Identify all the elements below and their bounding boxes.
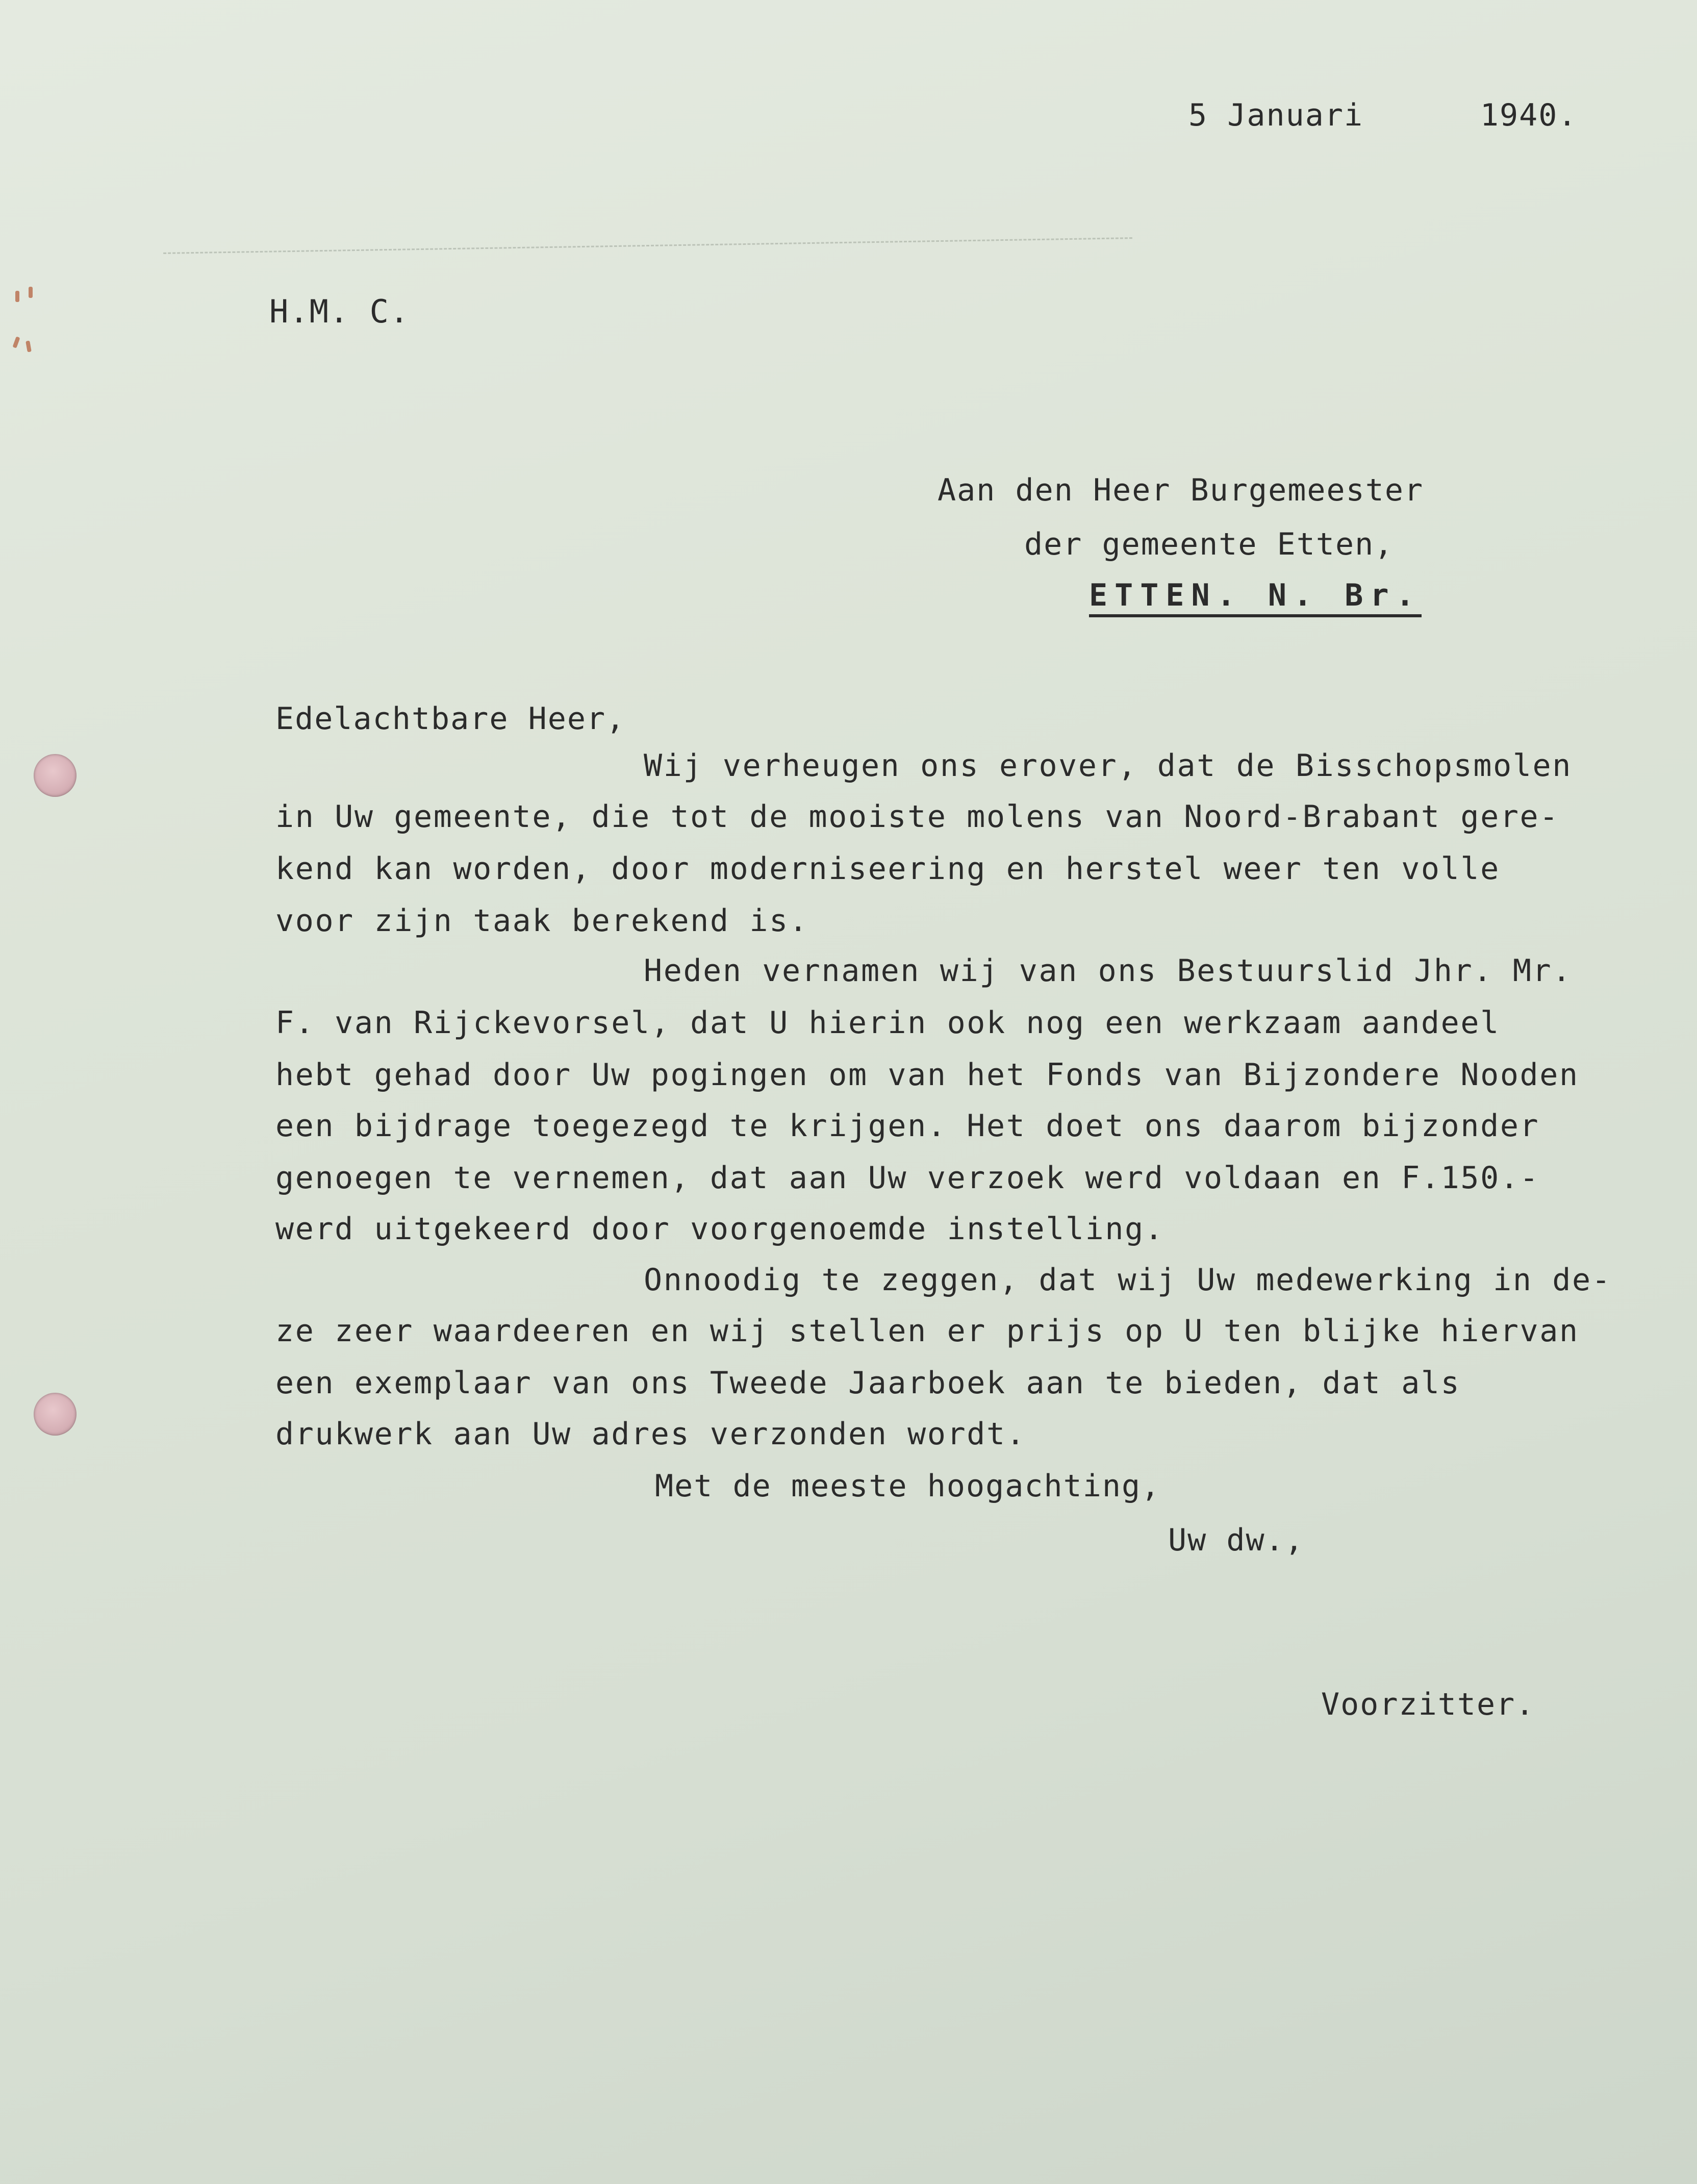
letter-reference: H.M. C. bbox=[269, 293, 410, 330]
body-line: Onnoodig te zeggen, dat wij Uw medewerking in de- bbox=[644, 1262, 1612, 1298]
address-line-2: der gemeente Etten, bbox=[1024, 526, 1394, 562]
body-line: Wij verheugen ons erover, dat de Bisschopsmolen bbox=[644, 748, 1572, 784]
closing-formula: Met de meeste hoogachting, bbox=[655, 1468, 1161, 1504]
margin-mark bbox=[26, 340, 32, 352]
body-line: ze zeer waardeeren en wij stellen er prijs op U ten blijke hiervan bbox=[275, 1313, 1579, 1349]
body-line: werd uitgekeerd door voorgenoemde instelling. bbox=[275, 1211, 1164, 1247]
margin-mark bbox=[29, 287, 33, 298]
body-line: kend kan worden, door moderniseering en herstel weer ten volle bbox=[275, 851, 1500, 887]
body-line: genoegen te vernemen, dat aan Uw verzoek werd voldaan en F.150.- bbox=[275, 1160, 1540, 1196]
signature-title: Voorzitter. bbox=[1321, 1687, 1535, 1722]
body-line: voor zijn taak berekend is. bbox=[275, 903, 809, 939]
fold-line bbox=[163, 237, 1132, 254]
body-line: hebt gehad door Uw pogingen om van het Fonds van Bijzondere Nooden bbox=[275, 1057, 1579, 1093]
punch-hole-top bbox=[34, 754, 77, 797]
body-line: een bijdrage toegezegd te krijgen. Het doet ons daarom bijzonder bbox=[275, 1108, 1540, 1144]
body-line: Heden vernamen wij van ons Bestuurslid Jhr. Mr. bbox=[644, 953, 1572, 989]
address-line-1: Aan den Heer Burgemeester bbox=[938, 472, 1424, 508]
body-line: F. van Rijckevorsel, dat U hierin ook nog een werkzaam aandeel bbox=[275, 1005, 1500, 1041]
address-line-3: ETTEN. N. Br. bbox=[1089, 580, 1422, 617]
punch-hole-bottom bbox=[34, 1393, 77, 1436]
letter-date: 5 Januari 1940. bbox=[1188, 97, 1578, 133]
body-line: in Uw gemeente, die tot de mooiste molens van Noord-Brabant gere- bbox=[275, 799, 1559, 835]
margin-mark bbox=[15, 291, 19, 302]
salutation: Edelachtbare Heer, bbox=[275, 701, 626, 737]
margin-mark bbox=[12, 336, 20, 348]
body-line: een exemplaar van ons Tweede Jaarboek aan te bieden, dat als bbox=[275, 1365, 1461, 1401]
body-line: drukwerk aan Uw adres verzonden wordt. bbox=[275, 1416, 1026, 1452]
closing-signoff: Uw dw., bbox=[1168, 1522, 1304, 1558]
